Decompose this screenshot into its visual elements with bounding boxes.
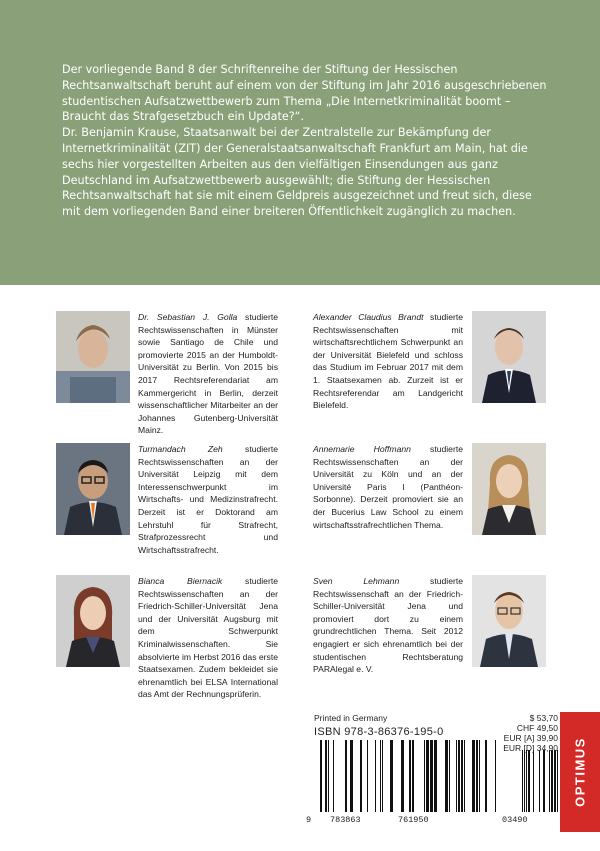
price-eur-a: EUR [A] 39,90	[503, 733, 558, 743]
barcode-digit-lead: 9	[306, 815, 312, 825]
barcode-digits-addon: 03490	[502, 815, 528, 825]
publisher-logo	[560, 712, 600, 832]
bio-golla: Dr. Sebastian J. Golla studierte Rechtswissenschaften in Münster sowie Santiago de Chile und promovierte 2015 an der Humboldt-Universität zu Berlin. Von 2015 bis 2017 Rechtsreferendariat am Kammergericht in Berlin, derzeit wissenschaftlicher Mitarbeiter an der Johannes Gutenberg-Universität Mainz.	[138, 312, 278, 436]
blurb-text	[62, 62, 552, 220]
author-photo-zeh	[56, 443, 130, 535]
bio-lehmann: Sven Lehmann studierte Rechtswissenschaft an der Friedrich-Schiller-Universität Jena und promoviert dort zu einem grundrechtlichen Thema. Seit 2012 engagiert er sich ehrenamtlich bei der studentischen Rechtsberatung PARAlegal e. V.	[313, 576, 463, 675]
bio-brandt: Alexander Claudius Brandt studierte Rechtswissenschaften mit wirtschaftsrechtlichem Schwerpunkt an der Universität Bielefeld und schloss das Studium im Februar 2017 mit dem 1. Staatsexamen ab. Zurzeit ist er Rechtsreferendar am Landgericht Bielefeld.	[313, 312, 463, 411]
blurb-paragraph-2: Dr. Benjamin Krause, Staatsanwalt bei der Zentralstelle zur Bekämpfung der Internetkriminalität (ZIT) der Generalstaatsanwaltschaft Frankfurt am Main, hat die sechs hier vorgestellten Arbeiten aus den vielfältigen Einsendungen aus ganz Deutschland im Aufsatzwettbewerb ausgewählt; die Stiftung der Hessischen Rechtsanwaltschaft hat sie mit einem Geldpreis ausgezeichnet und freut sich, diese mit dem vorliegenden Band einer breiteren Öffentlichkeit zugänglich zu machen.	[62, 126, 532, 219]
printed-in-label: Printed in Germany	[314, 713, 388, 723]
author-photo-biernacik	[56, 575, 130, 667]
blurb-paragraph-1: Der vorliegende Band 8 der Schriftenreihe der Stiftung der Hessischen Rechtsanwaltschaft beruht auf einem von der Stiftung im Jahr 2016 ausgeschriebenen studentischen Aufsatzwettbewerb zum Thema „Die Internetkriminalität boomt – Braucht das Strafgesetzbuch ein Update?“.	[62, 63, 547, 124]
author-photo-lehmann	[472, 575, 546, 667]
bio-hoffmann: Annemarie Hoffmann studierte Rechtswissenschaften an der Universität zu Köln und an der Université Paris I (Panthéon-Sorbonne). Derzeit promoviert sie an der Bucerius Law School zu einem wirtschaftsstrafrechtlichen Thema.	[313, 444, 463, 530]
isbn-number: ISBN 978-3-86376-195-0	[314, 726, 444, 738]
barcode-digits-group1: 783863	[330, 815, 361, 825]
price-eur-d: EUR [D] 34,90	[503, 743, 558, 753]
bio-zeh: Turmandach Zeh studierte Rechtswissenschaften an der Universität Leipzig mit dem Interessenschwerpunkt im Wirtschafts- und Medizinstrafrecht. Derzeit ist er Doktorand am Lehrstuhl für Strafrecht, Strafprozessrecht und Wirtschaftsstrafrecht.	[138, 444, 278, 555]
publisher-name: OPTIMUS	[572, 737, 588, 807]
barcode-area	[306, 713, 558, 833]
author-photo-brandt	[472, 311, 546, 403]
bio-biernacik: Bianca Biernacik studierte Rechtswissenschaften an der Friedrich-Schiller-Universität Jena und der Universität Augsburg mit dem Schwerpunkt Kriminalwissenschaften. Sie absolvierte im Herbst 2016 das erste Staatsexamen. Zudem bekleidet sie ehrenamtlich bei ELSA International das Amt der Rechnungsprüferin.	[138, 576, 278, 700]
author-photo-hoffmann	[472, 443, 546, 535]
author-photo-golla	[56, 311, 130, 403]
barcode-digits-group2: 761950	[398, 815, 429, 825]
price-list	[503, 713, 558, 753]
price-usd: $ 53,70	[529, 713, 558, 723]
price-chf: CHF 49,50	[516, 723, 558, 733]
